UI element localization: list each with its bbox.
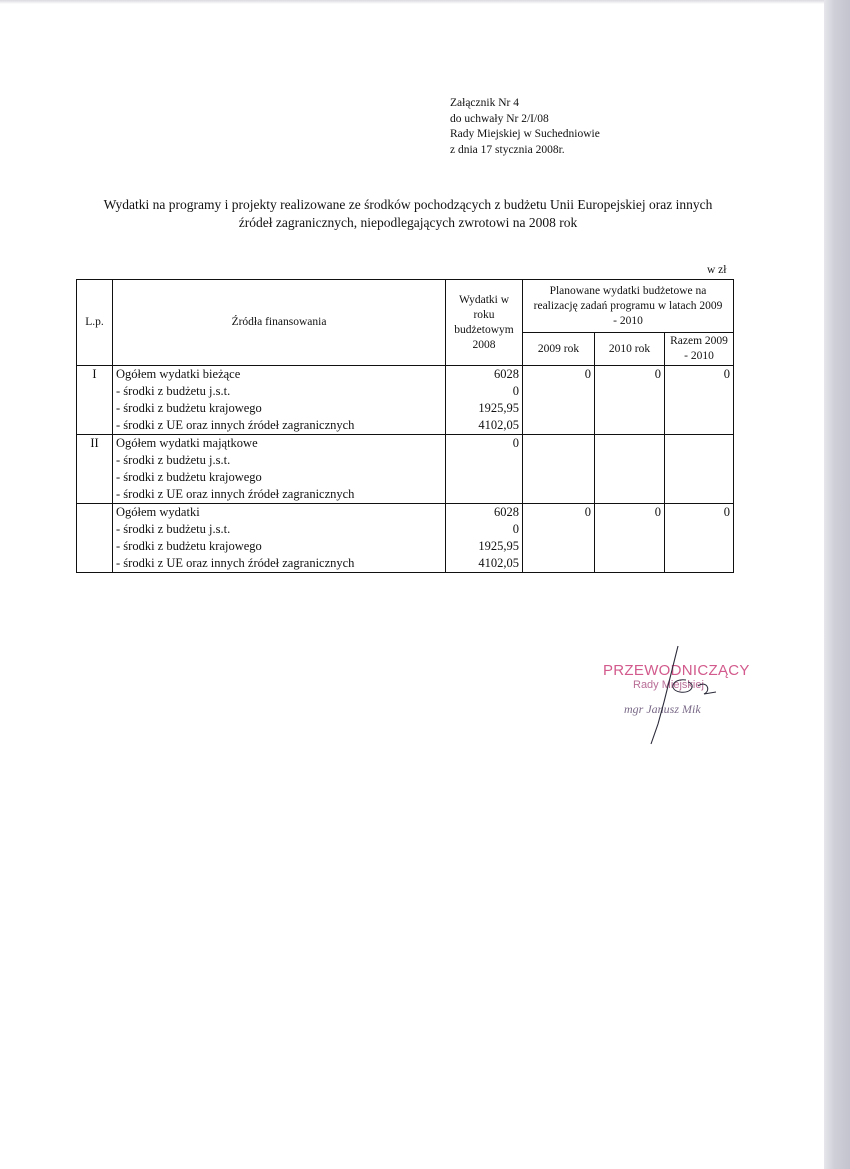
header-planned [523, 280, 734, 333]
header-planned-line: - 2010 [613, 314, 643, 327]
stamp-title: PRZEWODNICZĄCY [603, 662, 750, 679]
signature-stroke [673, 680, 716, 694]
amount: 1925,95 [478, 539, 519, 553]
amount: 0 [723, 367, 730, 381]
amount [446, 452, 522, 469]
stamp-subtitle: Rady Miejskiej [633, 679, 704, 691]
y2010-cell [595, 504, 665, 573]
source-line: - środki z budżetu j.s.t. [116, 522, 231, 536]
spending-2008-cell [446, 366, 523, 435]
header-spending-2008 [446, 280, 523, 366]
header-spending-2008-line: Wydatki w [458, 293, 510, 306]
source-line: Ogółem wydatki [116, 505, 200, 519]
header-spending-2008-line: 2008 [472, 338, 496, 351]
amount: 0 [654, 367, 661, 381]
scan-top-shadow [0, 0, 824, 4]
source-line: - środki z UE oraz innych źródeł zagranicznych [116, 418, 355, 432]
source-line: - środki z budżetu j.s.t. [116, 384, 231, 398]
amount: 6028 [494, 367, 519, 381]
stamp-name: mgr Janusz Mik [624, 702, 701, 716]
amount [446, 469, 522, 486]
amount: 1925,95 [478, 401, 519, 415]
header-lp: L.p. [77, 280, 113, 366]
sources-cell [113, 435, 446, 504]
document-title-line-1: Wydatki na programy i projekty realizowane ze środków pochodzących z budżetu Unii Europejskiej oraz innych [103, 197, 713, 212]
amount: 0 [512, 436, 519, 450]
header-2010: 2010 rok [595, 333, 665, 366]
header-total-line: Razem 2009 [670, 335, 728, 347]
source-line: - środki z UE oraz innych źródeł zagranicznych [116, 487, 355, 501]
attachment-line-4: z dnia 17 stycznia 2008r. [450, 143, 565, 156]
lp-cell: II [77, 435, 113, 504]
attachment-note [450, 96, 600, 158]
amount: 0 [512, 384, 519, 398]
source-line: Ogółem wydatki majątkowe [116, 436, 258, 450]
table-row [77, 435, 734, 504]
y2009-cell [523, 435, 595, 504]
amount [523, 435, 594, 452]
source-line: - środki z budżetu krajowego [116, 539, 262, 553]
header-sources: Źródła finansowania [113, 280, 446, 366]
header-2009: 2009 rok [523, 333, 595, 366]
header-spending-2008-line: roku [473, 308, 495, 321]
total-cell [665, 435, 734, 504]
signature-stroke [651, 646, 678, 744]
source-line: - środki z budżetu krajowego [116, 401, 262, 415]
amount: 6028 [494, 505, 519, 519]
attachment-line-3: Rady Miejskiej w Suchedniowie [450, 128, 600, 140]
table-row [77, 366, 734, 435]
y2009-cell [523, 366, 595, 435]
y2010-cell [595, 366, 665, 435]
attachment-line-2: do uchwały Nr 2/I/08 [450, 112, 549, 125]
handwritten-signature [600, 640, 740, 750]
amount: 0 [654, 505, 661, 519]
scan-edge-strip [824, 0, 850, 1169]
y2010-cell [595, 435, 665, 504]
lp-cell [77, 504, 113, 573]
sources-cell [113, 366, 446, 435]
header-total [665, 333, 734, 366]
amount: 0 [584, 505, 591, 519]
source-line: - środki z budżetu j.s.t. [116, 453, 231, 467]
source-line: Ogółem wydatki bieżące [116, 367, 241, 381]
amount [595, 435, 664, 452]
attachment-line-1: Załącznik Nr 4 [450, 97, 519, 109]
source-line: - środki z UE oraz innych źródeł zagranicznych [116, 556, 355, 570]
header-planned-line: Planowane wydatki budżetowe na [549, 284, 707, 297]
amount: 4102,05 [478, 556, 519, 570]
lp-cell: I [77, 366, 113, 435]
unit-label: w zł [707, 264, 727, 276]
table-row [77, 504, 734, 573]
document-title-line-2: źródeł zagranicznych, niepodlegających zwrotowi na 2008 rok [238, 215, 578, 230]
budget-table [76, 279, 734, 573]
amount: 0 [723, 505, 730, 519]
header-planned-line: realizację zadań programu w latach 2009 [533, 299, 723, 312]
spending-2008-cell [446, 504, 523, 573]
source-line: - środki z budżetu krajowego [116, 470, 262, 484]
amount [446, 486, 522, 503]
header-spending-2008-line: budżetowym [454, 323, 514, 336]
y2009-cell [523, 504, 595, 573]
document-title [70, 196, 746, 232]
amount: 0 [584, 367, 591, 381]
header-row-1 [77, 280, 734, 333]
total-cell [665, 366, 734, 435]
total-cell [665, 504, 734, 573]
spending-2008-cell [446, 435, 523, 504]
amount: 0 [512, 522, 519, 536]
header-total-line: - 2010 [684, 350, 714, 362]
amount [665, 435, 733, 452]
sources-cell [113, 504, 446, 573]
amount: 4102,05 [478, 418, 519, 432]
